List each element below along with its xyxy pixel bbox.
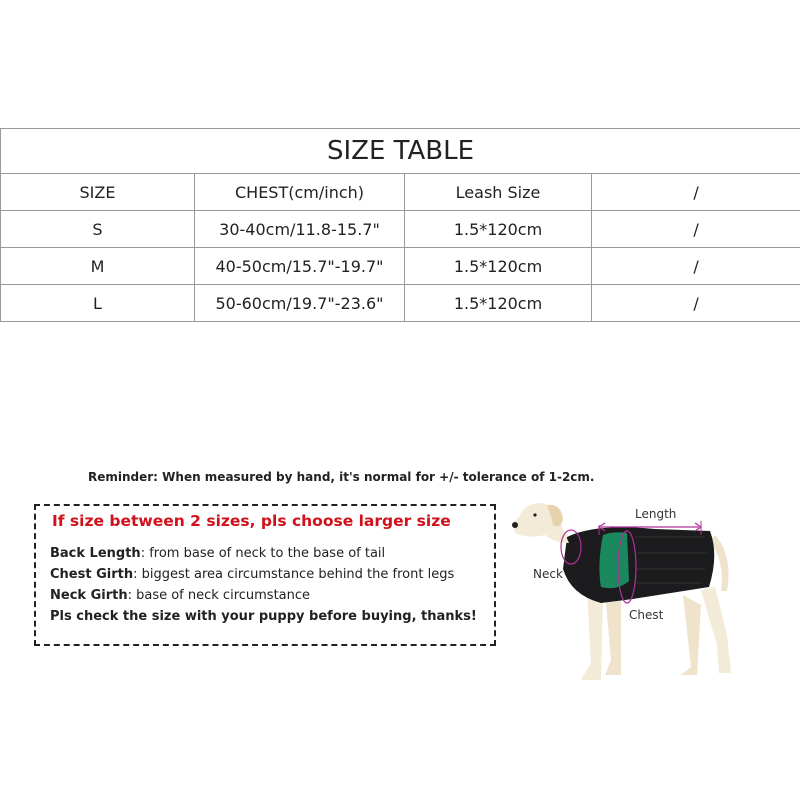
chest-label: Chest — [629, 608, 664, 622]
header-cell: / — [592, 174, 800, 211]
neck-girth-note — [50, 588, 310, 603]
header-cell: SIZE — [1, 174, 195, 211]
table-row — [1, 248, 800, 285]
back-length-note — [50, 546, 385, 561]
sizing-note-box — [34, 504, 496, 646]
neck-girth-text: : base of neck circumstance — [127, 588, 311, 603]
chest-girth-text: : biggest area circumstance behind the front legs — [133, 567, 455, 582]
neck-label: Neck — [533, 567, 563, 581]
header-cell: Leash Size — [405, 174, 592, 211]
size-table — [0, 128, 800, 322]
header-cell: CHEST(cm/inch) — [195, 174, 405, 211]
table-title: SIZE TABLE — [1, 129, 800, 174]
dog-back-leg-icon — [701, 587, 731, 673]
table-cell: S — [1, 211, 195, 248]
table-row — [1, 211, 800, 248]
table-cell: M — [1, 248, 195, 285]
dog-front-leg-icon — [605, 591, 621, 675]
table-cell: 1.5*120cm — [405, 285, 592, 322]
length-label: Length — [635, 507, 677, 521]
coat-green-panel-icon — [599, 532, 629, 588]
dog-measurement-diagram — [505, 495, 795, 695]
table-title-row — [1, 129, 800, 174]
back-length-text: : from base of neck to the base of tail — [140, 546, 386, 561]
neck-girth-label: Neck Girth — [50, 588, 128, 603]
dog-eye-icon — [533, 513, 536, 516]
table-cell: L — [1, 285, 195, 322]
dog-nose-icon — [512, 522, 518, 528]
table-cell: 1.5*120cm — [405, 211, 592, 248]
size-advice-headline: If size between 2 sizes, pls choose larger size — [52, 512, 451, 530]
dog-back-leg-icon — [681, 595, 701, 675]
check-size-reminder: Pls check the size with your puppy before buying, thanks! — [50, 609, 477, 624]
table-row — [1, 285, 800, 322]
back-length-label: Back Length — [50, 546, 141, 561]
table-cell: 1.5*120cm — [405, 248, 592, 285]
chest-girth-label: Chest Girth — [50, 567, 134, 582]
dog-front-leg-icon — [581, 590, 603, 680]
table-cell: / — [592, 211, 800, 248]
table-cell: / — [592, 248, 800, 285]
table-cell: 50-60cm/19.7"-23.6" — [195, 285, 405, 322]
table-header-row — [1, 174, 800, 211]
chest-girth-note — [50, 567, 454, 582]
table-cell: / — [592, 285, 800, 322]
table-cell: 40-50cm/15.7"-19.7" — [195, 248, 405, 285]
dog-coat-icon — [563, 527, 714, 603]
table-cell: 30-40cm/11.8-15.7" — [195, 211, 405, 248]
tolerance-reminder: Reminder: When measured by hand, it's normal for +/- tolerance of 1-2cm. — [88, 470, 595, 484]
